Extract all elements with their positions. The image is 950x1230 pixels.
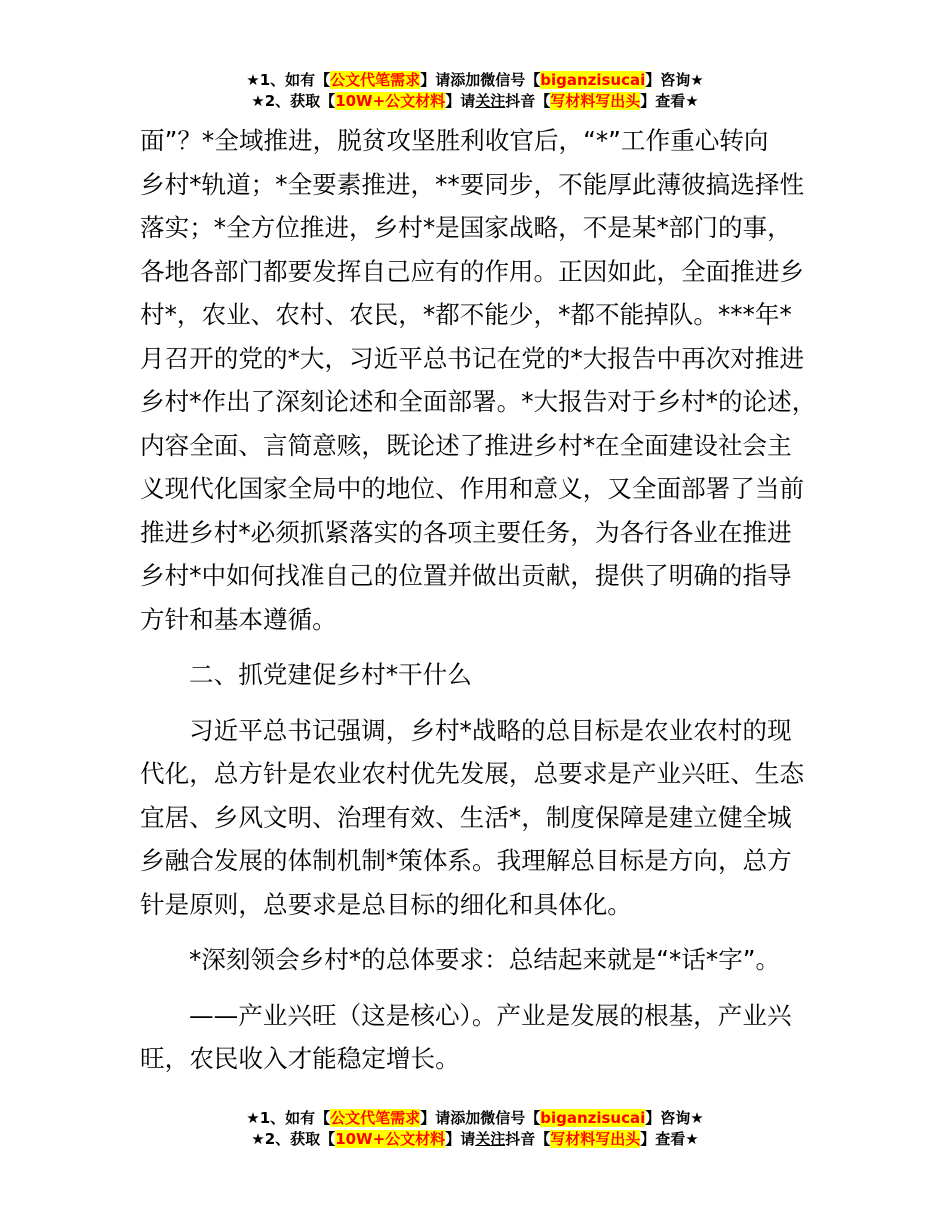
banner-line-2: ★2、获取【10W+公文材料】请关注抖音【写材料写出头】查看★ [251,1130,699,1148]
underlined-follow: 关注 [475,1130,506,1148]
highlight-ghostwriting: 公文代笔需求 [330,71,421,89]
underlined-follow: 关注 [475,92,506,110]
bottom-banner [0,1108,950,1150]
highlight-douyin: 写材料写出头 [550,1130,641,1148]
paragraph-4: ——产业兴旺（这是核心）。产业是发展的根基，产业兴 旺，农民收入才能稳定增长。 [140,1000,792,1073]
highlight-wechat-id: biganzisucai [540,71,646,89]
paragraph-3: *深刻领会乡村*的总体要求：总结起来就是“*话*字”。 [189,945,781,974]
highlight-ghostwriting: 公文代笔需求 [330,1109,421,1127]
banner-line-2: ★2、获取【10W+公文材料】请关注抖音【写材料写出头】查看★ [251,92,699,110]
highlight-douyin: 写材料写出头 [550,92,641,110]
highlight-materials: 10W+公文材料 [335,92,446,110]
section-heading-2: 二、抓党建促乡村*干什么 [189,660,472,689]
document-body [140,119,832,1081]
banner-line-1: ★1、如有【公文代笔需求】请添加微信号【biganzisucai】咨询★ [246,1109,704,1127]
highlight-wechat-id: biganzisucai [540,1109,646,1127]
top-banner [0,70,950,112]
banner-line-1: ★1、如有【公文代笔需求】请添加微信号【biganzisucai】咨询★ [246,71,704,89]
paragraph-1: 面”？*全域推进，脱贫攻坚胜利收官后，“*”工作重心转向 乡村*轨道；*全要素推进，**要同步，不能厚此薄彼搞选择性 落实；*全方位推进，乡村*是国家战略，不是某*部门的事， 各地各部门都要发挥自己应有的作用。正因如此，全面推进乡 村*，农业、农村、农民，*都不能少，*都不能掉队。***年* 月召开的党的*大，习近平总书记在党的*大报告中再次对推进 乡村*作出了深刻论述和全面部署。*大报告对于乡村*的论述， 内容全面、言简意赅，既论述了推进乡村*在全面建设社会主 义现代化国家全局中的地位、作用和意义，又全面部署了当前 推进乡村*必须抓紧落实的各项主要任务，为各行各业在推进 乡村*中如何找准自己的位置并做出贡献，提供了明确的指导 方针和基本遵循。 [140,126,817,634]
highlight-materials: 10W+公文材料 [335,1130,446,1148]
paragraph-2: 习近平总书记强调，乡村*战略的总目标是农业农村的现 代化，总方针是农业农村优先发展，总要求是产业兴旺、生态 宜居、乡风文明、治理有效、生活*，制度保障是建立健全城 乡融合发展的体制机制*策体系。我理解总目标是方向，总方 针是原则，总要求是总目标的细化和具体化。 [140,715,805,919]
